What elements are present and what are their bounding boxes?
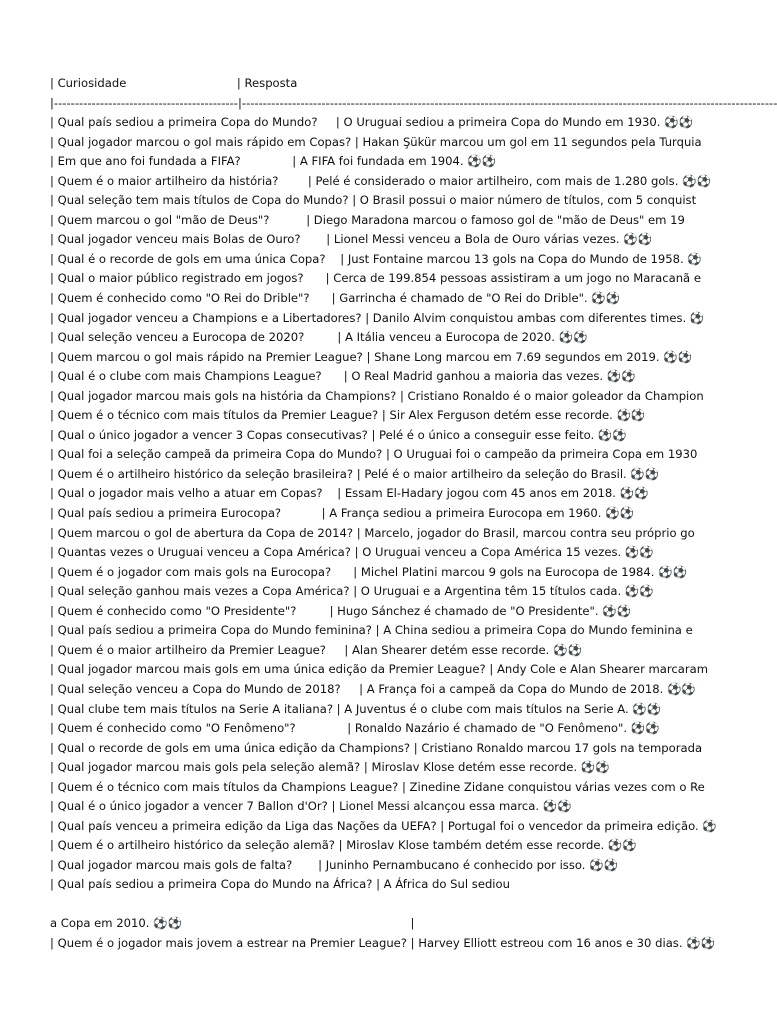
text-line: | Qual o jogador mais velho a atuar em Copas? | Essam El-Hadary jogou com 45 anos em 2018. ⚽⚽ bbox=[50, 486, 649, 501]
text-line: | Qual seleção venceu a Copa do Mundo de 2018? | A França foi a campeã da Copa do Mundo de 2018. ⚽⚽ bbox=[50, 681, 696, 696]
text-line: | Qual jogador marcou mais gols na história da Champions? | Cristiano Ronaldo é o maior goleador da Champion bbox=[50, 388, 704, 403]
text-line: | Quem marcou o gol "mão de Deus"? | Diego Maradona marcou o famoso gol de "mão de Deus" em 19 bbox=[50, 212, 685, 227]
text-line: | Qual país sediou a primeira Copa do Mundo na África? | A África do Sul sediou bbox=[50, 877, 510, 892]
text-line: | Qual país sediou a primeira Copa do Mundo? | O Uruguai sediou a primeira Copa do Mundo em 1930. ⚽⚽ bbox=[50, 115, 694, 130]
text-line: | Qual seleção venceu a Eurocopa de 2020? | A Itália venceu a Eurocopa de 2020. ⚽⚽ bbox=[50, 330, 588, 345]
text-line: | Quem é conhecido como "O Fenômeno"? | Ronaldo Nazário é chamado de "O Fenômeno". ⚽⚽ bbox=[50, 721, 660, 736]
text-line: | Qual o maior público registrado em jogos? | Cerca de 199.854 pessoas assistiram a um jogo no Maracanã e bbox=[50, 271, 701, 286]
document-page bbox=[50, 74, 777, 954]
text-line: | Qual jogador venceu mais Bolas de Ouro? | Lionel Messi venceu a Bola de Ouro várias vezes. ⚽⚽ bbox=[50, 232, 653, 247]
text-line: | Quem é o jogador com mais gols na Eurocopa? | Michel Platini marcou 9 gols na Eurocopa de 1984. ⚽⚽ bbox=[50, 564, 688, 579]
text-line: | Qual o único jogador a vencer 3 Copas consecutivas? | Pelé é o único a conseguir esse feito. ⚽⚽ bbox=[50, 427, 627, 442]
text-line: | Qual país sediou a primeira Eurocopa? | A França sediou a primeira Eurocopa em 1960. ⚽⚽ bbox=[50, 506, 635, 521]
text-line: | Qual jogador marcou mais gols em uma única edição da Premier League? | Andy Cole e Alan Shearer marcaram bbox=[50, 662, 709, 677]
text-line: | Quem é o técnico com mais títulos da Champions League? | Zinedine Zidane conquistou várias vezes com o Re bbox=[50, 779, 705, 794]
text-line: | Quem é o artilheiro histórico da seleção alemã? | Miroslav Klose também detém esse recorde. ⚽⚽ bbox=[50, 838, 637, 853]
text-line: |--------------------------------------------|-------------------------------------------------------------------------------------------------------------------------------- bbox=[50, 95, 777, 110]
text-line: | Qual seleção tem mais títulos de Copa do Mundo? | O Brasil possui o maior número de títulos, com 5 conquist bbox=[50, 193, 697, 208]
text-line: | Qual seleção ganhou mais vezes a Copa América? | O Uruguai e a Argentina têm 15 títulos cada. ⚽⚽ bbox=[50, 584, 654, 599]
text-line: | Quem marcou o gol mais rápido na Premier League? | Shane Long marcou em 7.69 segundos em 2019. ⚽⚽ bbox=[50, 349, 693, 364]
text-line: | Quantas vezes o Uruguai venceu a Copa América? | O Uruguai venceu a Copa América 15 vezes. ⚽⚽ bbox=[50, 545, 654, 560]
text-line: | Curiosidade | Resposta bbox=[50, 76, 298, 90]
text-line: | Quem é o artilheiro histórico da seleção brasileira? | Pelé é o maior artilheiro da seleção do Brasil. ⚽⚽ bbox=[50, 466, 660, 481]
text-line: | Qual país venceu a primeira edição da Liga das Nações da UEFA? | Portugal foi o vencedor da primeira edição. ⚽ bbox=[50, 818, 717, 833]
text-line: | Em que ano foi fundada a FIFA? | A FIFA foi fundada em 1904. ⚽⚽ bbox=[50, 154, 497, 169]
text-line: | Qual clube tem mais títulos na Serie A italiana? | A Juventus é o clube com mais títulos na Serie A. ⚽⚽ bbox=[50, 701, 662, 716]
text-line: | Qual é o recorde de gols em uma única Copa? | Just Fontaine marcou 13 gols na Copa do Mundo de 1958. ⚽ bbox=[50, 251, 702, 266]
text-line: | Quem é o técnico com mais títulos da Premier League? | Sir Alex Ferguson detém esse recorde. ⚽⚽ bbox=[50, 408, 646, 423]
text-line: | Qual jogador venceu a Champions e a Libertadores? | Danilo Alvim conquistou ambas com diferentes times. ⚽ bbox=[50, 310, 705, 325]
text-line: | Quem é conhecido como "O Presidente"? | Hugo Sánchez é chamado de "O Presidente". ⚽⚽ bbox=[50, 603, 632, 618]
text-line: | Qual país sediou a primeira Copa do Mundo feminina? | A China sediou a primeira Copa do Mundo feminina e bbox=[50, 623, 693, 638]
text-line: a Copa em 2010. ⚽⚽ | bbox=[50, 915, 415, 930]
text-line: | Quem é conhecido como "O Rei do Drible"? | Garrincha é chamado de "O Rei do Drible". ⚽⚽ bbox=[50, 291, 621, 306]
text-line: | Qual é o único jogador a vencer 7 Ballon d'Or? | Lionel Messi alcançou essa marca. ⚽⚽ bbox=[50, 799, 572, 814]
text-line: | Qual o recorde de gols em uma única edição da Champions? | Cristiano Ronaldo marcou 17 gols na temporada bbox=[50, 740, 703, 755]
text-line: | Qual foi a seleção campeã da primeira Copa do Mundo? | O Uruguai foi o campeão da primeira Copa em 1930 bbox=[50, 447, 698, 462]
text-line: | Qual jogador marcou mais gols pela seleção alemã? | Miroslav Klose detém esse recorde. ⚽⚽ bbox=[50, 760, 610, 775]
text-line: | Qual é o clube com mais Champions League? | O Real Madrid ganhou a maioria das vezes. ⚽⚽ bbox=[50, 369, 636, 384]
blank-line bbox=[50, 895, 674, 914]
table-text-block bbox=[50, 74, 777, 895]
text-line: | Qual jogador marcou o gol mais rápido em Copas? | Hakan Şükür marcou um gol em 11 segundos pela Turquia bbox=[50, 134, 702, 149]
table-text-continuation bbox=[50, 914, 716, 953]
text-line: | Quem é o maior artilheiro da história? | Pelé é considerado o maior artilheiro, com mais de 1.280 gols. ⚽⚽ bbox=[50, 173, 711, 188]
text-line: | Quem é o jogador mais jovem a estrear na Premier League? | Harvey Elliott estreou com 16 anos e 30 dias. ⚽⚽ bbox=[50, 935, 716, 950]
text-line: | Qual jogador marcou mais gols de falta? | Juninho Pernambucano é conhecido por isso. ⚽⚽ bbox=[50, 857, 619, 872]
text-line: | Quem é o maior artilheiro da Premier League? | Alan Shearer detém esse recorde. ⚽⚽ bbox=[50, 642, 582, 657]
text-line: | Quem marcou o gol de abertura da Copa de 2014? | Marcelo, jogador do Brasil, marcou contra seu próprio go bbox=[50, 525, 695, 540]
